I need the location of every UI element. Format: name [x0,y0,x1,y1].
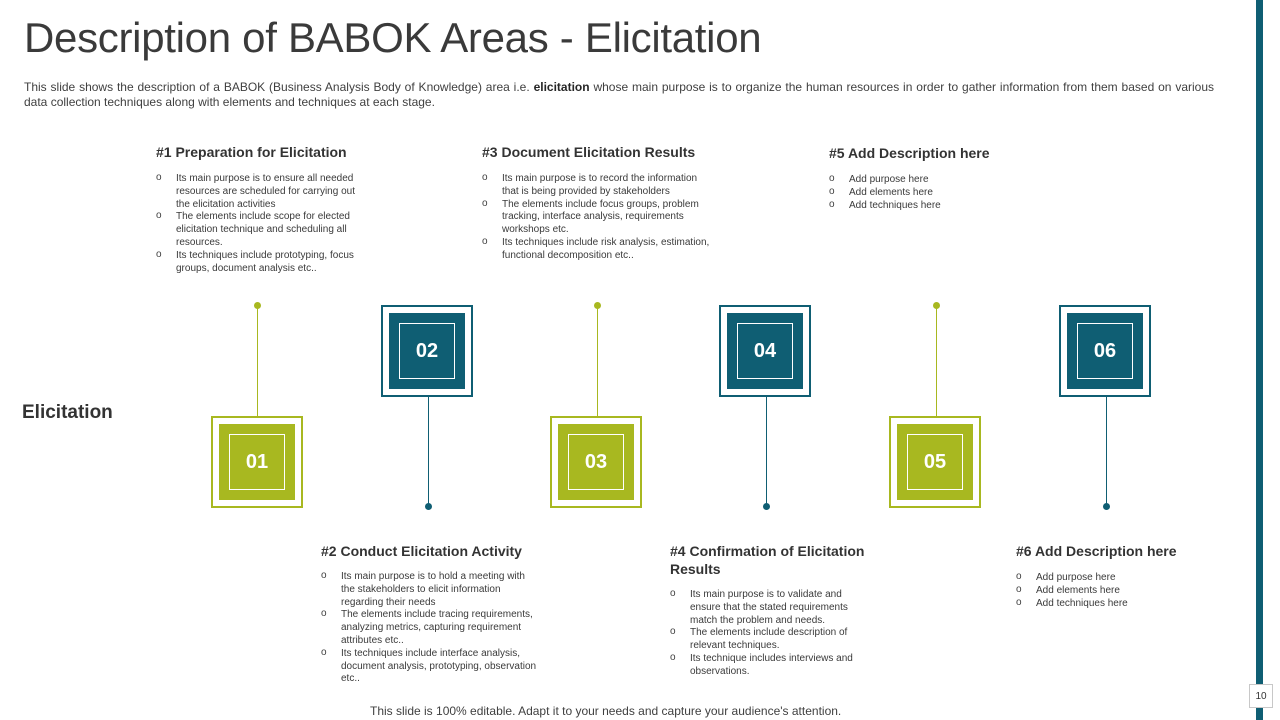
step-2-bullet-3: o Its techniques include interface analysis, document analysis, prototyping, observation etc.. [321,648,541,686]
step-6-bullet-1: o Add purpose here [1016,572,1236,585]
slide-title: Description of BABOK Areas - Elicitation [24,14,762,61]
step-4-bullet-3: o Its technique includes interviews and observations. [670,653,870,679]
description-text-2: whose main purpose is to organize the human resources in order to gather information from them based on various data collection techniques along with elements and techniques at each stage. [24,80,1214,109]
step-1-box [211,416,303,508]
step-3-bullet-3: o Its techniques include risk analysis, estimation, functional decomposition etc.. [482,237,714,263]
step-2-number: 02 [415,340,439,362]
step-3-bullets [482,173,714,263]
step-4-number: 04 [753,340,777,362]
elicitation-label: Elicitation [22,402,113,423]
step-3-connector-line [597,306,598,416]
step-1-box-fill [219,424,295,500]
step-5-bullet-1: o Add purpose here [829,174,1049,187]
step-4-bullet-1: o Its main purpose is to validate and ensure that the stated requirements match the problem and needs. [670,589,870,627]
step-4-description [670,542,870,679]
description-text-1: This slide shows the description of a BABOK (Business Analysis Body of Knowledge) area i.e. [24,80,534,94]
step-4-bullets [670,589,870,679]
step-2-connector-dot [425,503,432,510]
step-5-connector-line [936,306,937,416]
step-6-bullets [1016,572,1236,610]
step-2-title: #2 Conduct Elicitation Activity [321,543,522,559]
step-1-bullet-2: o The elements include scope for elected elicitation technique and scheduling all resources. [156,211,371,249]
step-5-box-fill [897,424,973,500]
step-5-description [829,144,1049,212]
step-6-box [1059,305,1151,397]
step-4-title: #4 Confirmation of Elicitation Results [670,543,865,577]
description-keyword: elicitation [533,80,590,94]
step-4-box [719,305,811,397]
step-6-description [1016,542,1236,610]
step-2-bullet-1: o Its main purpose is to hold a meeting with the stakeholders to elicit information regarding their needs [321,571,541,609]
step-3-bullet-1: o Its main purpose is to record the information that is being provided by stakeholders [482,173,714,199]
step-6-connector-dot [1103,503,1110,510]
step-1-connector-line [257,306,258,416]
step-1-number: 01 [245,451,269,473]
step-3-title: #3 Document Elicitation Results [482,144,696,160]
step-6-bullet-2: o Add elements here [1016,585,1236,598]
step-3-description [482,143,714,263]
footer-note: This slide is 100% editable. Adapt it to your needs and capture your audience's attention. [370,704,842,718]
step-6-bullet-3: o Add techniques here [1016,598,1236,611]
step-1-bullet-1: o Its main purpose is to ensure all needed resources are scheduled for carrying out the elicitation activities [156,173,371,211]
step-2-bullet-2: o The elements include tracing requirements, analyzing metrics, capturing requirement attributes etc.. [321,609,541,647]
step-1-description [156,143,371,275]
step-2-bullets [321,571,541,686]
step-5-bullet-2: o Add elements here [829,187,1049,200]
step-3-number: 03 [584,451,608,473]
step-4-connector-dot [763,503,770,510]
step-2-description [321,542,541,686]
step-6-title: #6 Add Description here [1016,543,1177,559]
step-4-bullet-2: o The elements include description of relevant techniques. [670,627,870,653]
step-6-box-fill [1067,313,1143,389]
step-2-box [381,305,473,397]
right-accent-bar [1256,0,1263,720]
step-4-box-fill [727,313,803,389]
page-number: 10 [1249,684,1273,708]
step-5-bullets [829,174,1049,212]
step-5-box [889,416,981,508]
step-5-title: #5 Add Description here [829,145,990,161]
step-5-bullet-3: o Add techniques here [829,200,1049,213]
step-1-bullet-3: o Its techniques include prototyping, focus groups, document analysis etc.. [156,250,371,276]
step-3-box-fill [558,424,634,500]
step-6-connector-line [1106,397,1107,507]
slide-description [24,80,1214,110]
step-5-number: 05 [923,451,947,473]
step-3-box [550,416,642,508]
step-4-connector-line [766,397,767,507]
step-6-number: 06 [1093,340,1117,362]
step-3-bullet-2: o The elements include focus groups, problem tracking, interface analysis, requirements workshops etc. [482,199,714,237]
step-2-box-fill [389,313,465,389]
step-2-connector-line [428,397,429,507]
step-1-bullets [156,173,371,275]
step-1-title: #1 Preparation for Elicitation [156,144,347,160]
